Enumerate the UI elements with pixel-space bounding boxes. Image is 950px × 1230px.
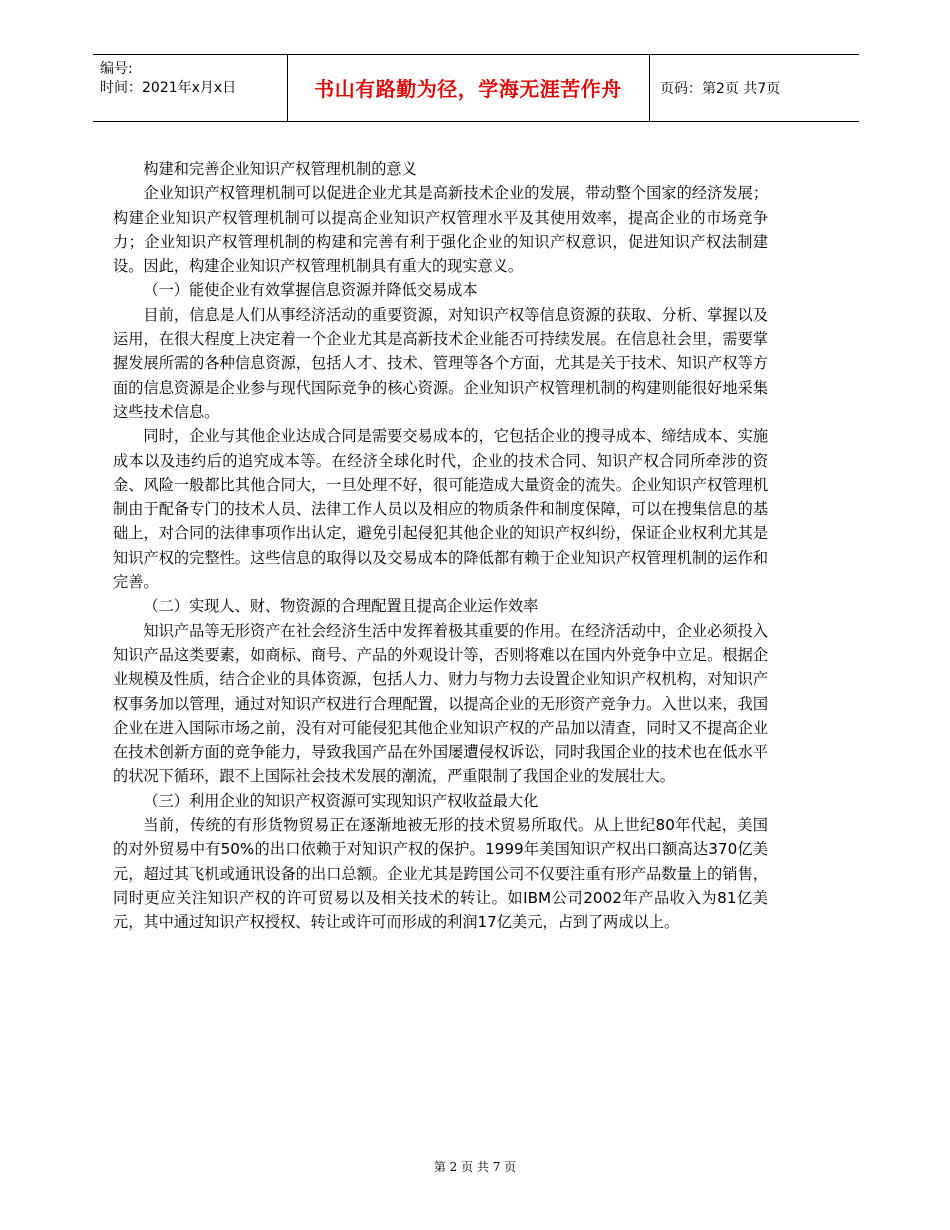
header-page-info: 页码：第2页 共7页 xyxy=(660,81,781,97)
subsection-heading: （二）实现人、财、物资源的合理配置且提高企业运作效率 xyxy=(143,597,539,616)
body-paragraph: 企业知识产权管理机制可以促进企业尤其是高新技术企业的发展，带动整个国家的经济发展；构建企业知识产权管理机制可以提高企业知识产权管理水平及其使用效率，提高企业的市场竞争力；企业知识产权管理机制的构建和完善有利于强化企业的知识产权意识，促进知识产权法制建设。因此，构建企业知识产权管理机制具有重大的现实意义。 xyxy=(113,184,768,276)
body-paragraph: 目前，信息是人们从事经济活动的重要资源，对知识产权等信息资源的获取、分析、掌握以及运用，在很大程度上决定着一个企业尤其是高新技术企业能否可持续发展。在信息社会里，需要掌握发展所需的各种信息资源，包括人才、技术、管理等各个方面，尤其是关于技术、知识产权等方面的信息资源是企业参与现代国际竞争的核心资源。企业知识产权管理机制的构建则能很好地采集这些技术信息。 xyxy=(113,305,768,421)
body-paragraph: 知识产品等无形资产在社会经济生活中发挥着极其重要的作用。在经济活动中，企业必须投入知识产品这类要素，如商标、商号、产品的外观设计等，否则将难以在国内外竞争中立足。根据企业规模及性质，结合企业的具体资源，包括人力、财力与物力去设置企业知识产权机构，对知识产权事务加以管理，通过对知识产权进行合理配置，以提高企业的无形资产竞争力。入世以来，我国企业在进入国际市场之前，没有对可能侵犯其他企业知识产权的产品加以清查，同时又不提高企业在技术创新方面的竞争能力，导致我国产品在外国屡遭侵权诉讼，同时我国企业的技术也在低水平的状况下循环，跟不上国际社会技术发展的潮流，严重限制了我国企业的发展壮大。 xyxy=(113,621,768,786)
section-title: 构建和完善企业知识产权管理机制的意义 xyxy=(143,160,417,178)
header-divider-right xyxy=(649,54,650,121)
subsection-heading: （三）利用企业的知识产权资源可实现知识产权收益最大化 xyxy=(143,791,539,810)
header-rule-bottom xyxy=(93,121,859,122)
document-body xyxy=(113,157,768,935)
subsection-heading: （一）能使企业有效掌握信息资源并降低交易成本 xyxy=(143,281,478,300)
page-footer: 第 2 页 共 7 页 xyxy=(433,1160,517,1174)
document-number-label: 编号: xyxy=(100,61,133,77)
header-motto: 书山有路勤为径，学海无涯苦作舟 xyxy=(314,77,622,101)
document-date: 时间：2021年x月x日 xyxy=(100,80,237,96)
header-left xyxy=(100,60,236,98)
body-paragraph: 当前，传统的有形货物贸易正在逐渐地被无形的技术贸易所取代。从上世纪80年代起，美国的对外贸易中有50%的出口依赖于对知识产权的保护。1999年美国知识产权出口额高达370亿美元，超过其飞机或通讯设备的出口总额。企业尤其是跨国公司不仅要注重有形产品数量上的销售，同时更应关注知识产权的许可贸易以及相关技术的转让。如IBM公司2002年产品收入为81亿美元，其中通过知识产权授权、转让或许可而形成的利润17亿美元，占到了两成以上。 xyxy=(113,816,768,932)
body-paragraph: 同时，企业与其他企业达成合同是需要交易成本的，它包括企业的搜寻成本、缔结成本、实施成本以及违约后的追究成本等。在经济全球化时代，企业的技术合同、知识产权合同所牵涉的资金、风险一般都比其他合同大，一旦处理不好，很可能造成大量资金的流失。企业知识产权管理机制由于配备专门的技术人员、法律工作人员以及相应的物质条件和制度保障，可以在搜集信息的基础上，对合同的法律事项作出认定，避免引起侵犯其他企业的知识产权纠纷，保证企业权利尤其是知识产权的完整性。这些信息的取得以及交易成本的降低都有赖于企业知识产权管理机制的运作和完善。 xyxy=(113,427,768,592)
